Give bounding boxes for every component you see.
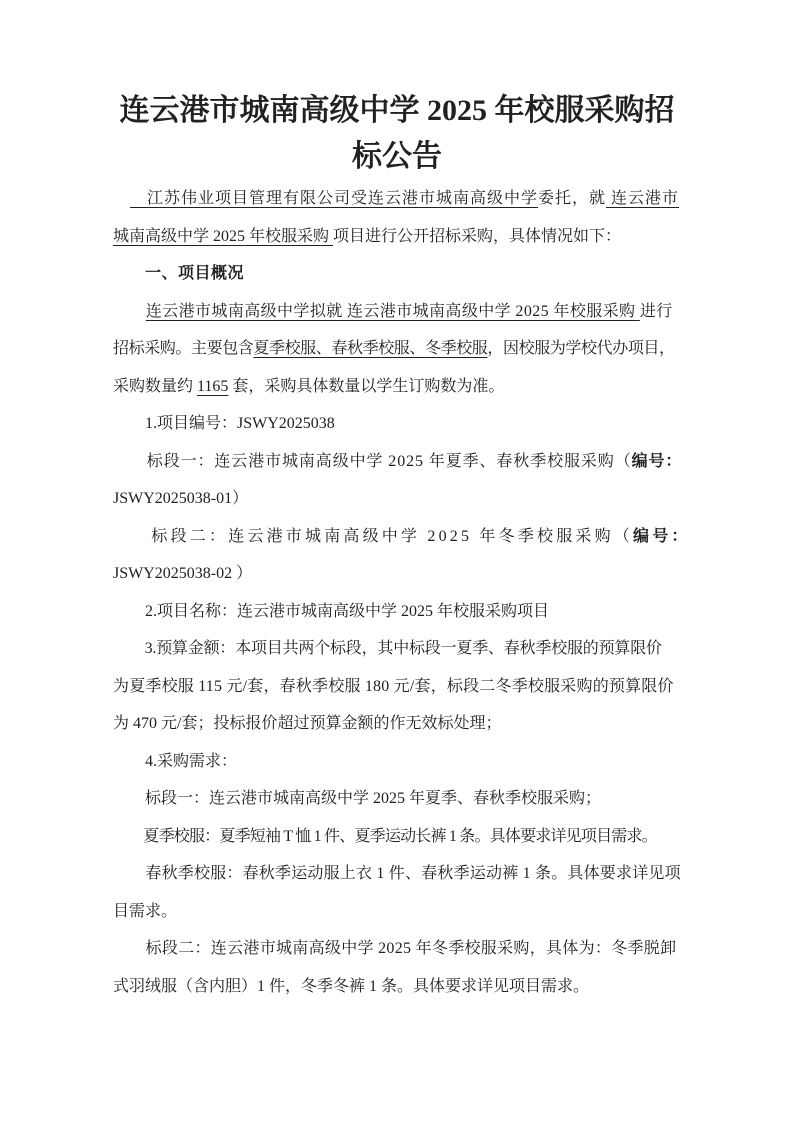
text-segment: 标段一：连云港市城南高级中学 2025 年夏季、春秋季校服采购； xyxy=(113,790,602,807)
paragraph xyxy=(113,518,691,593)
text-line xyxy=(113,630,681,668)
text-line xyxy=(113,518,691,556)
text-segment: JSWY2025038-01） xyxy=(113,490,249,507)
text-segment xyxy=(113,265,145,282)
paragraph xyxy=(113,930,681,1005)
text-segment xyxy=(113,303,146,320)
text-segment: 目需求。 xyxy=(113,902,178,920)
text-line xyxy=(113,893,681,931)
text-segment: 标段二：连云港市城南高级中学 2025 年冬季校服采购，具体为：冬季脱卸 xyxy=(113,940,677,957)
paragraph xyxy=(113,180,681,255)
section-heading xyxy=(113,255,681,293)
text-line xyxy=(113,330,681,368)
text-segment: 2.项目名称：连云港市城南高级中学 2025 年校服采购项目 xyxy=(113,602,550,620)
text-segment: 夏季校服、春秋季校服、冬季校服 xyxy=(253,340,488,357)
text-segment: ，因校服为学校代办项目， xyxy=(487,340,675,357)
text-line xyxy=(113,668,681,706)
text-line xyxy=(113,88,681,134)
text-segment: 1.项目编号：JSWY2025038 xyxy=(113,415,335,432)
text-line xyxy=(113,180,681,218)
text-line xyxy=(113,743,681,781)
text-segment: 编号： xyxy=(633,527,691,545)
paragraph xyxy=(113,780,681,818)
text-segment: JSWY2025038-02 ） xyxy=(113,565,253,582)
text-segment: 式羽绒服（含内胆）1 件，冬季冬裤 1 条。具体要求详见项目需求。 xyxy=(113,977,590,995)
paragraph xyxy=(113,818,681,856)
paragraph xyxy=(113,630,681,743)
text-segment: 连云港市城南高级中学 2025 年校服采购招 xyxy=(119,94,675,127)
text-segment: 3.预算金额：本项目共两个标段，其中标段一夏季、春秋季校服的预算限价 xyxy=(113,640,662,657)
paragraph xyxy=(113,293,681,406)
text-line xyxy=(113,705,681,743)
text-line xyxy=(113,368,681,406)
text-segment: 标段二：连云港市城南高级中学 2025 年冬季校服采购（ xyxy=(113,527,634,545)
text-segment: 项目进行公开招标采购，具体情况如下： xyxy=(333,227,622,245)
text-segment: 1165 xyxy=(197,377,229,395)
text-line xyxy=(113,780,681,818)
text-segment xyxy=(113,190,130,207)
text-segment: 江苏伟业项目管理有限公司受连云港市城南高级中学 xyxy=(130,190,539,207)
paragraph xyxy=(113,743,681,781)
text-line xyxy=(113,968,681,1006)
text-segment: 为 470 元/套；投标报价超过预算金额的作无效标处理； xyxy=(113,715,502,732)
text-segment: 为夏季校服 115 元/套，春秋季校服 180 元/套，标段二冬季校服采购的预算限价 xyxy=(113,677,674,695)
text-segment: 编号： xyxy=(631,452,683,470)
text-segment: 连云港市 xyxy=(606,190,680,207)
text-segment: 春秋季校服：春秋季运动服上衣 1 件、春秋季运动裤 1 条。具体要求详见项 xyxy=(113,865,681,882)
text-line xyxy=(113,593,681,631)
text-line xyxy=(113,555,681,593)
document-title xyxy=(113,88,681,180)
text-line xyxy=(113,293,681,331)
text-line xyxy=(113,930,681,968)
text-segment: 标段一：连云港市城南高级中学 2025 年夏季、春秋季校服采购（ xyxy=(113,452,632,470)
text-segment: 标公告 xyxy=(352,140,442,173)
text-line xyxy=(113,855,681,893)
text-line xyxy=(113,134,681,180)
text-segment: 连云港市城南高级中学拟就 连云港市城南高级中学 2025 年校服采购 xyxy=(145,302,640,320)
paragraph xyxy=(113,405,681,443)
text-segment: 委托，就 xyxy=(538,190,607,207)
paragraph xyxy=(113,593,681,631)
text-segment: 一、项目概况 xyxy=(145,265,245,282)
text-segment: 城南高级中学 2025 年校服采购 xyxy=(113,227,334,245)
text-segment: 采购数量约 xyxy=(113,377,198,395)
paragraph xyxy=(113,855,681,930)
text-segment: 4.采购需求： xyxy=(113,752,238,770)
text-segment: 招标采购。主要包含 xyxy=(113,340,254,357)
text-line xyxy=(113,218,681,256)
text-line xyxy=(113,405,681,443)
text-line xyxy=(113,255,681,293)
text-segment: 夏季校服：夏季短袖 T 恤 1 件、夏季运动长裤 1 条。具体要求详见项目需求。 xyxy=(113,827,657,845)
text-segment: 进行 xyxy=(639,302,673,320)
text-line xyxy=(113,480,681,518)
text-line xyxy=(113,443,681,481)
text-segment: 套，采购具体数量以学生订购数为准。 xyxy=(228,377,505,395)
text-line xyxy=(113,818,681,856)
paragraph xyxy=(113,443,681,518)
